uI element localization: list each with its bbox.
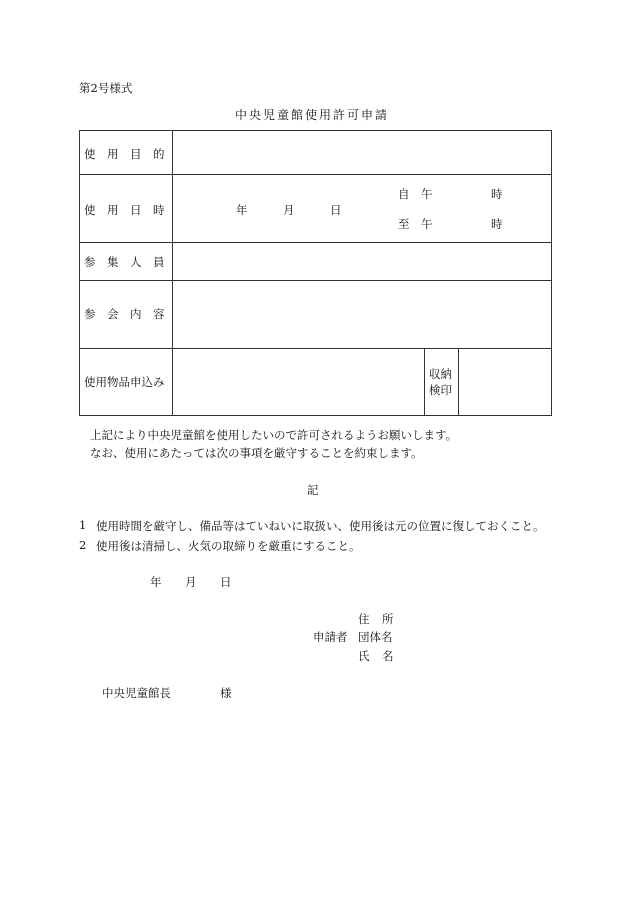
applicant-label: 申請者	[313, 630, 348, 644]
form-title: 中央児童館使用許可申請	[235, 108, 390, 122]
table-row-divider	[79, 348, 552, 349]
table-border-left	[79, 130, 80, 416]
time-to-hour: 時	[491, 217, 503, 231]
table-row-divider	[79, 242, 552, 243]
storage-cell-divider-left	[424, 348, 425, 416]
statement-line-1: 上記により中央児童館を使用したいので許可されるようお願いします。	[90, 428, 458, 442]
date-day-label: 日	[330, 203, 342, 217]
note-heading: 記	[307, 483, 319, 497]
statement-line-2: なお、使用にあたっては次の事項を厳守することを約束します。	[90, 446, 423, 460]
sign-date-day: 日	[220, 575, 232, 589]
time-from-label: 自	[398, 187, 410, 201]
date-month-label: 月	[283, 203, 295, 217]
table-label-divider	[172, 130, 173, 416]
sign-date-month: 月	[185, 575, 197, 589]
table-row-divider	[79, 280, 552, 281]
time-to-ampm: 午	[421, 217, 433, 231]
addressee-honorific: 様	[220, 686, 232, 700]
applicant-group: 団体名	[358, 630, 393, 644]
sign-date-year: 年	[150, 575, 162, 589]
storage-cell-divider-right	[458, 348, 459, 416]
storage-label-line2: 検印	[429, 383, 452, 397]
time-from-ampm: 午	[421, 187, 433, 201]
time-to-label: 至	[398, 217, 410, 231]
storage-label-line1: 収納	[429, 367, 452, 381]
date-year-label: 年	[236, 203, 248, 217]
addressee-name: 中央児童館長	[102, 686, 171, 700]
table-border-top	[79, 130, 552, 131]
table-border-bottom	[79, 415, 552, 416]
time-from-hour: 時	[491, 187, 503, 201]
row-label-equipment: 使用物品申込み	[84, 375, 165, 389]
table-row-divider	[79, 174, 552, 175]
table-border-right	[551, 130, 552, 416]
form-number: 第2号様式	[79, 81, 133, 95]
